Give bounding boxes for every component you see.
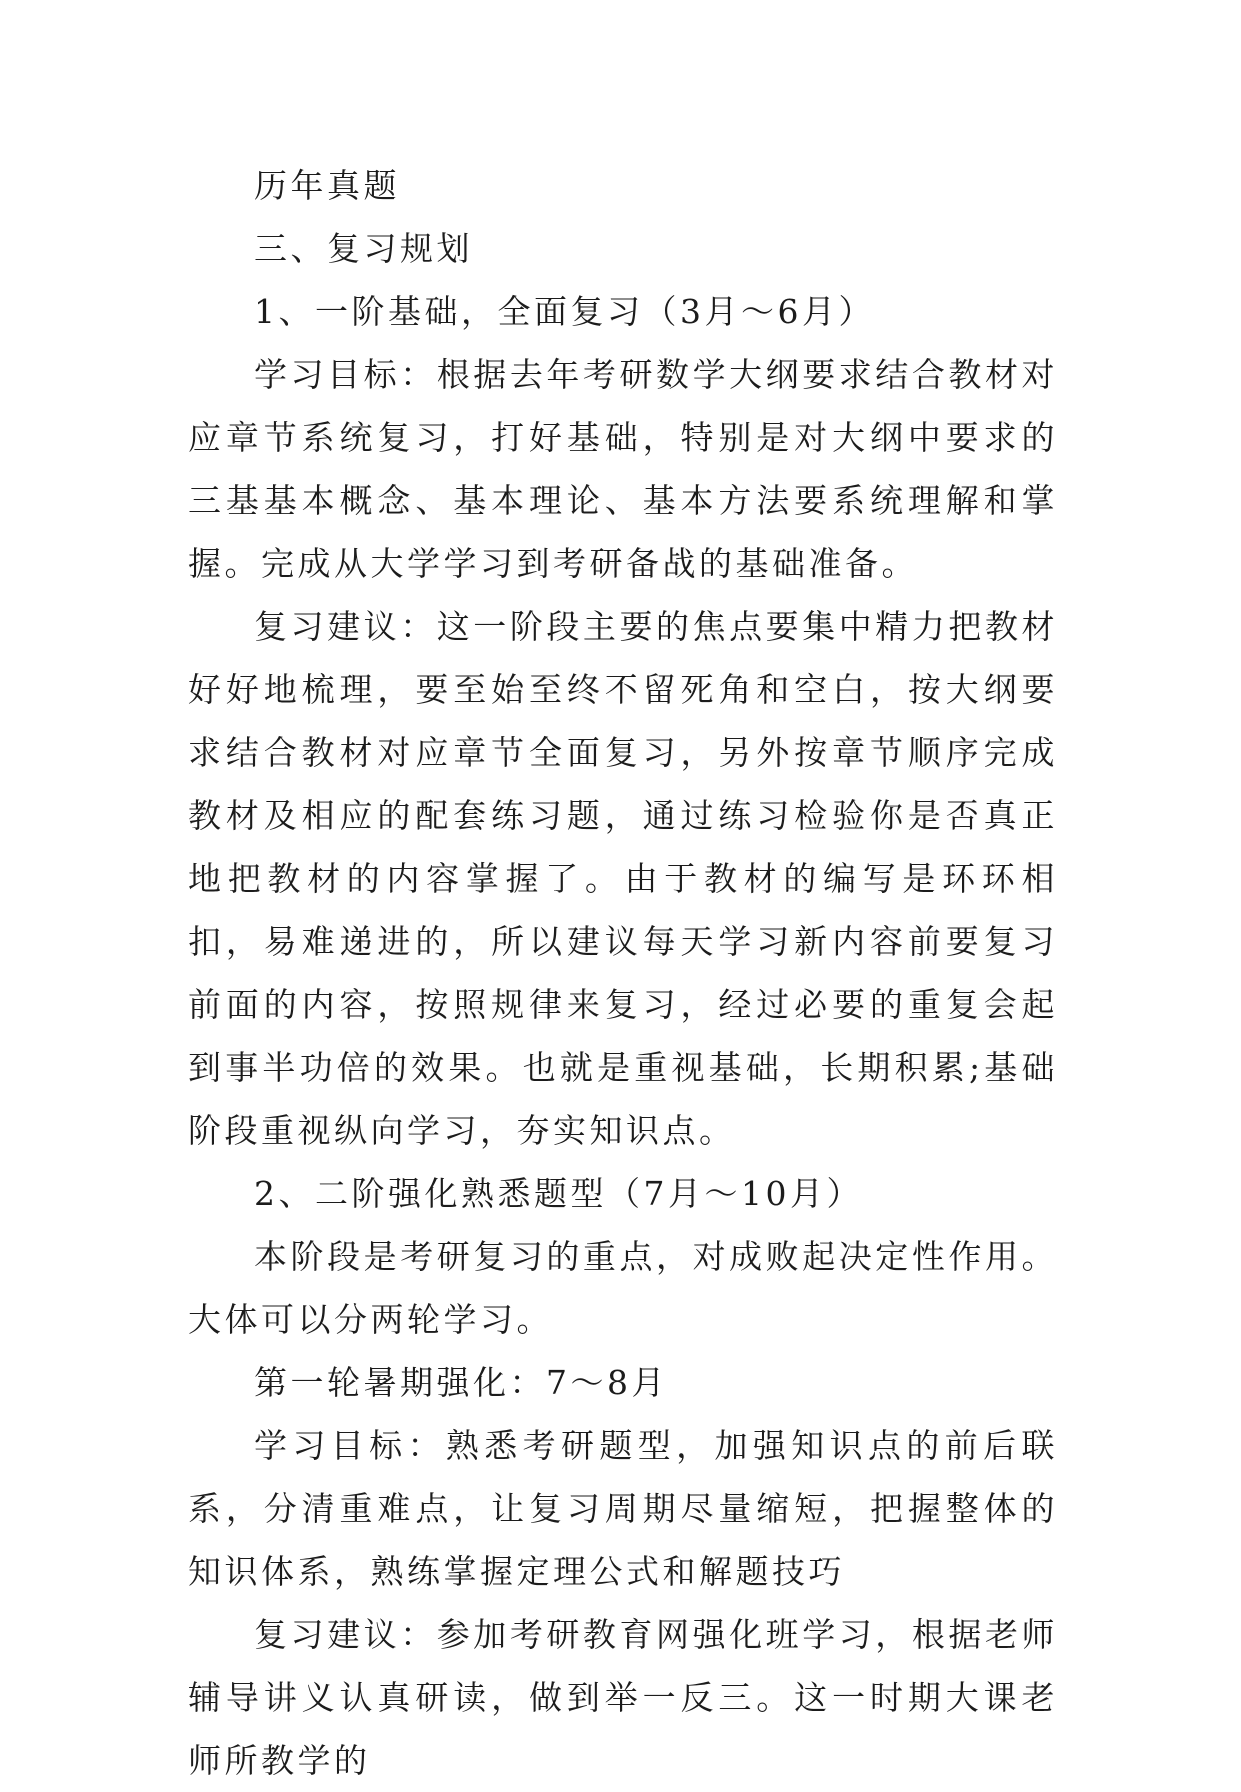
document-body <box>188 154 1058 1792</box>
heading-summer-round: 第一轮暑期强化：7～8月 <box>254 1363 668 1402</box>
paragraph-summer-advice: 复习建议：参加考研教育网强化班学习，根据老师辅导讲义认真研读，做到举一反三。这一时期大课老师所教学的 <box>188 1615 1058 1780</box>
paragraph-past-exams: 历年真题 <box>254 166 400 205</box>
paragraph-stage-two-intro: 本阶段是考研复习的重点，对成败起决定性作用。大体可以分两轮学习。 <box>188 1237 1058 1339</box>
heading-stage-one: 1、一阶基础，全面复习（3月～6月） <box>254 292 875 331</box>
paragraph-stage-one-advice: 复习建议：这一阶段主要的焦点要集中精力把教材好好地梳理，要至始至终不留死角和空白，按大纲要求结合教材对应章节全面复习，另外按章节顺序完成教材及相应的配套练习题，通过练习检验你是否真正地把教材的内容掌握了。由于教材的编写是环环相扣，易难递进的，所以建议每天学习新内容前要复习前面的内容，按照规律来复习，经过必要的重复会起到事半功倍的效果。也就是重视基础，长期积累;基础阶段重视纵向学习，夯实知识点。 <box>188 607 1058 1150</box>
paragraph-stage-one-goal: 学习目标：根据去年考研数学大纲要求结合教材对应章节系统复习，打好基础，特别是对大纲中要求的三基基本概念、基本理论、基本方法要系统理解和掌握。完成从大学学习到考研备战的基础准备。 <box>188 355 1058 583</box>
heading-stage-two: 2、二阶强化熟悉题型（7月～10月） <box>254 1174 863 1213</box>
heading-review-plan: 三、复习规划 <box>254 229 473 268</box>
paragraph-summer-goal: 学习目标：熟悉考研题型，加强知识点的前后联系，分清重难点，让复习周期尽量缩短，把握整体的知识体系，熟练掌握定理公式和解题技巧 <box>188 1426 1058 1591</box>
